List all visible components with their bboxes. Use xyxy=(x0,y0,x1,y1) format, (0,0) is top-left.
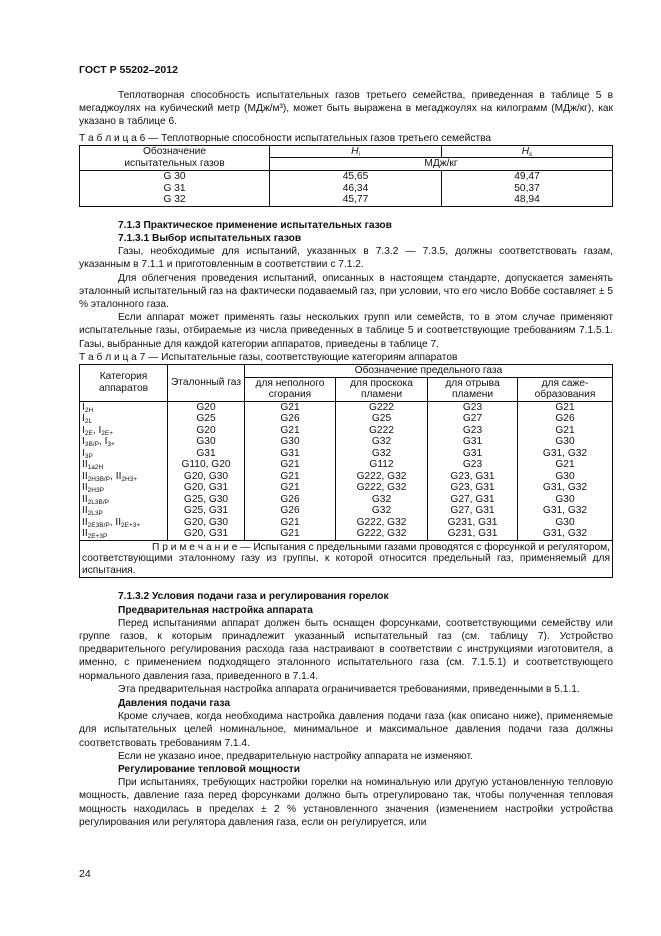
category-c2-sub: 2E+ xyxy=(101,429,114,437)
table7-cell-lift: G231, G31 xyxy=(428,517,518,529)
table7-cell-lift: G23, G31 xyxy=(428,471,518,483)
table7-cell-inc: G26 xyxy=(245,494,336,506)
table6-unit: МДж/кг xyxy=(270,158,613,171)
table7-cell-category xyxy=(80,459,168,471)
table7-cell-lift: G23 xyxy=(428,459,518,471)
category-c-sub: 2L3B/P xyxy=(87,498,109,506)
no-change-paragraph: Если не указано иное, предварительную настройку аппарата не изменяют. xyxy=(118,750,473,762)
table7-cell-ref: G20, G30 xyxy=(168,471,245,483)
table7-cell-flash: G222 xyxy=(336,401,428,413)
table7-cell-ref: G20, G31 xyxy=(168,528,245,540)
table6-col-gas-line2: испытательных газов xyxy=(124,157,225,169)
table7-cell-inc: G26 xyxy=(245,505,336,517)
table7-cell-flash: G222, G32 xyxy=(336,528,428,540)
section-7-1-3-1-p1: Газы, необходимые для испытаний, указанных в 7.3.2 — 7.3.5, должны соответствовать газам, указанным в 7.1.1 и приготовленным в соответствии с 7.1.2. xyxy=(79,246,613,271)
table7-cell-soot: G30 xyxy=(518,436,613,448)
table7-cell-soot: G21 xyxy=(518,459,613,471)
table7-cell-soot: G31, G32 xyxy=(518,528,613,540)
table7-row xyxy=(80,482,613,494)
section-7-1-3-1-p2: Для облегчения проведения испытаний, описанных в настоящем стандарте, допускается заменять эталонный испытательный газ на фактически подаваемый газ, при условии, что его число Воббе составляет ± 5 % эталонного газа. xyxy=(79,272,613,310)
table7-cell-lift: G27 xyxy=(428,413,518,425)
table7-cell-inc: G21 xyxy=(245,528,336,540)
table7-cell-flash: G32 xyxy=(336,436,428,448)
table7-cell-ref: G25, G31 xyxy=(168,505,245,517)
table6-row xyxy=(80,171,613,183)
table7-col-lift-header: для отрыва пламени xyxy=(428,377,518,401)
table7-col-category-header: Категория аппаратов xyxy=(80,365,168,402)
table7-row xyxy=(80,471,613,483)
category-c-sub: 2E3B/P xyxy=(87,521,110,529)
category-c-main: II xyxy=(82,528,88,540)
table6-col-hi-header xyxy=(270,145,442,158)
category-c-sub: 3P xyxy=(84,452,93,460)
table7-row xyxy=(80,505,613,517)
table7-cell-flash: G32 xyxy=(336,448,428,460)
table7-col-limit-header: Обозначение предельного газа xyxy=(245,365,613,378)
table7-cell-soot: G31, G32 xyxy=(518,505,613,517)
category-c-main: II xyxy=(82,493,88,505)
table7-cell-ref: G110, G20 xyxy=(168,459,245,471)
table7-cell-soot: G26 xyxy=(518,413,613,425)
table7-cell-inc: G30 xyxy=(245,436,336,448)
table7-col-incomplete-header: для неполного сгорания xyxy=(245,377,336,401)
section-7-1-3-1-p3: Если аппарат может применять газы нескольких групп или семейств, то в этом случае применяют испытательные газы, отбираемые из числа приведенных в таблице 5 и соответствующие требованиям 7.1.5.1. Газы, выбранные для каждой категории аппаратов, приведены в таблице 7. xyxy=(79,312,613,350)
table7-cell-inc: G21 xyxy=(245,482,336,494)
table7-cell-category xyxy=(80,401,168,413)
category-c-sub: 2H xyxy=(84,406,94,414)
category-c-main: I xyxy=(82,401,85,413)
table7-cell-soot: G30 xyxy=(518,494,613,506)
section-7-1-3-2-title: 7.1.3.2 Условия подачи газа и регулирования горелок xyxy=(118,591,389,603)
category-c2-sub: 2E+3+ xyxy=(121,521,141,529)
table7-cell-soot: G21 xyxy=(518,401,613,413)
category-c-main: I xyxy=(82,424,85,436)
table7-col-ref-header: Эталонный газ xyxy=(168,365,245,402)
category-c2-main: , II xyxy=(110,470,122,482)
table6-row xyxy=(80,183,613,195)
category-c-main: II xyxy=(82,482,88,494)
table7-cell-soot: G31, G32 xyxy=(518,448,613,460)
hs-symbol: $H_s$ xyxy=(521,145,533,158)
table6 xyxy=(79,145,613,207)
category-c2-main: , I xyxy=(98,436,108,448)
table7-cell-lift: G31 xyxy=(428,448,518,460)
category-c-sub: 2L xyxy=(84,418,93,426)
category-c-sub: 3B/P xyxy=(84,441,99,449)
table7-col-soot-header: для саже-образования xyxy=(518,377,613,401)
table7-note-text: — Испытания с предельными газами проводятся с форсункой и регулятором, соответствующими эталонному газу из группы, к которой относится предельный газ, применяемый для испытания. xyxy=(82,541,610,576)
category-c-sub: 1a2H xyxy=(87,464,104,472)
table7-cell-ref: G31 xyxy=(168,448,245,460)
category-c-main: I xyxy=(82,447,85,459)
table7-row xyxy=(80,448,613,460)
table7-cell-category xyxy=(80,494,168,506)
preset-paragraph: Перед испытаниями аппарат должен быть оснащен форсунками, соответствующими семейству или группе газов, к которым принадлежит указанный испытательный газ (см. таблицу 7). Устройство предварительного регулирования расхода газа настраивают в соответствии с инструкциями изготовителя, а именно, с применением подходящего эталонного испытательного газа (см. 7.1.5.1) и соответствующего нормального давления газа, приведенного в 7.1.4. xyxy=(79,617,613,682)
table6-col-hs-header xyxy=(442,145,613,158)
table7-cell-lift: G27, G31 xyxy=(428,505,518,517)
table7-cell-ref: G25, G30 xyxy=(168,494,245,506)
category-c2-sub: 2H3+ xyxy=(121,475,138,483)
table6-cell-gas: G 32 xyxy=(80,194,270,206)
table7-cell-lift: G31 xyxy=(428,436,518,448)
table7-cell-ref: G20 xyxy=(168,401,245,413)
category-c-sub: 2E+3P xyxy=(87,533,108,541)
table7-cell-ref: G30 xyxy=(168,436,245,448)
table7-cell-flash: G112 xyxy=(336,459,428,471)
table7-cell-lift: G27, G31 xyxy=(428,494,518,506)
category-c-main: II xyxy=(82,516,88,528)
table7-cell-soot: G31, G32 xyxy=(518,482,613,494)
table7-cell-lift: G23 xyxy=(428,401,518,413)
table7-cell-ref: G20 xyxy=(168,425,245,437)
table7-cell-lift: G23, G31 xyxy=(428,482,518,494)
table7-cell-category xyxy=(80,436,168,448)
table7-cell-inc: G21 xyxy=(245,425,336,437)
table7-cell-flash: G32 xyxy=(336,505,428,517)
category-c2-sub: 3+ xyxy=(107,441,115,449)
table7-cell-inc: G21 xyxy=(245,471,336,483)
category-c-sub: 2H3B/P xyxy=(87,475,111,483)
table7-cell-flash: G222 xyxy=(336,425,428,437)
table7-cell-category xyxy=(80,517,168,529)
table7-note-label: П р и м е ч а н и е xyxy=(152,541,238,553)
table7-cell-category xyxy=(80,413,168,425)
table6-cell-gas: G 30 xyxy=(80,171,270,183)
table7-cell-flash: G25 xyxy=(336,413,428,425)
category-c-main: II xyxy=(82,459,88,471)
preset-limit-paragraph: Эта предварительная настройка аппарата ограничивается требованиями, приведенными в 5.1.1. xyxy=(118,683,580,695)
category-c2-main: , II xyxy=(109,516,122,528)
category-c-main: II xyxy=(82,505,88,517)
hi-symbol: $H_i$ xyxy=(351,145,360,158)
table6-cell-hs: 48,94 xyxy=(442,194,613,206)
table6-col-gas-header xyxy=(80,145,270,170)
table7-row xyxy=(80,401,613,413)
table7-cell-category xyxy=(80,528,168,540)
table7-cell-lift: G231, G31 xyxy=(428,528,518,540)
table7-caption: Т а б л и ц а 7 — Испытательные газы, соответствующие категориям аппаратов xyxy=(79,351,458,363)
table7-row xyxy=(80,459,613,471)
table7-cell-inc: G21 xyxy=(245,517,336,529)
table7-cell-flash: G222, G32 xyxy=(336,482,428,494)
preset-heading: Предварительная настройка аппарата xyxy=(118,604,313,616)
table7-cell-lift: G23 xyxy=(428,425,518,437)
table7-col-flashback-header: для проскока пламени xyxy=(336,377,428,401)
table7-cell-flash: G32 xyxy=(336,494,428,506)
section-7-1-3-1-title: 7.1.3.1 Выбор испытательных газов xyxy=(118,232,302,244)
table7-row xyxy=(80,494,613,506)
section-7-1-3-title: 7.1.3 Практическое применение испытательных газов xyxy=(118,219,392,231)
table7-row xyxy=(80,528,613,540)
table6-cell-hi: 45,77 xyxy=(270,194,442,206)
table6-cell-hi: 45,65 xyxy=(270,171,442,183)
table7-cell-ref: G20, G30 xyxy=(168,517,245,529)
category-c-sub: 2L3P xyxy=(87,510,103,518)
table7-cell-soot: G21 xyxy=(518,425,613,437)
table6-cell-hs: 50,37 xyxy=(442,183,613,195)
table6-caption: Т а б л и ц а 6 — Теплотворные способности испытательных газов третьего семейства xyxy=(79,132,492,144)
table7-cell-flash: G222, G32 xyxy=(336,471,428,483)
table7-note xyxy=(80,540,613,578)
table7-cell-flash: G222, G32 xyxy=(336,517,428,529)
category-c-sub: 2E xyxy=(84,429,93,437)
table7-cell-inc: G21 xyxy=(245,459,336,471)
table7-row xyxy=(80,425,613,437)
table7-cell-category xyxy=(80,448,168,460)
category-c-sub: 2H3P xyxy=(87,487,104,495)
table7-cell-soot: G30 xyxy=(518,471,613,483)
table7-cell-inc: G21 xyxy=(245,401,336,413)
table7-cell-category xyxy=(80,505,168,517)
pressure-heading: Давления подачи газа xyxy=(118,697,231,709)
table7-cell-category xyxy=(80,425,168,437)
pressure-paragraph: Кроме случаев, когда необходима настройка давления подачи газа (как описано ниже), применяемые для испытательных целей номинальное, минимальное и максимальное давления подачи газа должны соответствовать требованиям 7.1.4. xyxy=(79,711,613,749)
table6-col-gas-line1: Обозначение xyxy=(142,146,206,158)
table7-cell-soot: G30 xyxy=(518,517,613,529)
intro-paragraph: Теплотворная способность испытательных газов третьего семейства, приведенная в таблице 5 в мегаджоулях на кубический метр (МДж/м³), может быть выражена в мегаджоулях на килограмм (МДж/кг), как указано в таблице 6. xyxy=(79,90,613,128)
table6-row xyxy=(80,194,613,206)
table7 xyxy=(79,364,613,578)
table7-cell-ref: G25 xyxy=(168,413,245,425)
heat-heading: Регулирование тепловой мощности xyxy=(118,763,301,775)
category-c-main: I xyxy=(82,413,85,425)
category-c-main: I xyxy=(82,436,85,448)
table7-cell-inc: G26 xyxy=(245,413,336,425)
table7-row xyxy=(80,517,613,529)
table7-row xyxy=(80,413,613,425)
category-c2-main: , I xyxy=(92,424,102,436)
table7-row xyxy=(80,436,613,448)
table7-cell-inc: G31 xyxy=(245,448,336,460)
table7-cell-ref: G20, G31 xyxy=(168,482,245,494)
heat-paragraph: При испытаниях, требующих настройки горелки на номинальную или другую установленную тепловую мощность, давление газа перед форсунками должно быть отрегулировано так, чтобы полученная тепловая мощность находилась в пределах ± 2 % установленного значения (изменением настройки устройства регулирования или регулятора давления газа, если он регулируется, или xyxy=(79,777,613,828)
page-content xyxy=(79,89,613,829)
table7-cell-category xyxy=(80,471,168,483)
table7-cell-category xyxy=(80,482,168,494)
standard-header: ГОСТ Р 55202–2012 xyxy=(79,64,178,76)
category-c-main: II xyxy=(82,470,88,482)
page-number: 24 xyxy=(79,868,91,880)
table6-cell-gas: G 31 xyxy=(80,183,270,195)
table6-cell-hs: 49,47 xyxy=(442,171,613,183)
table6-cell-hi: 46,34 xyxy=(270,183,442,195)
